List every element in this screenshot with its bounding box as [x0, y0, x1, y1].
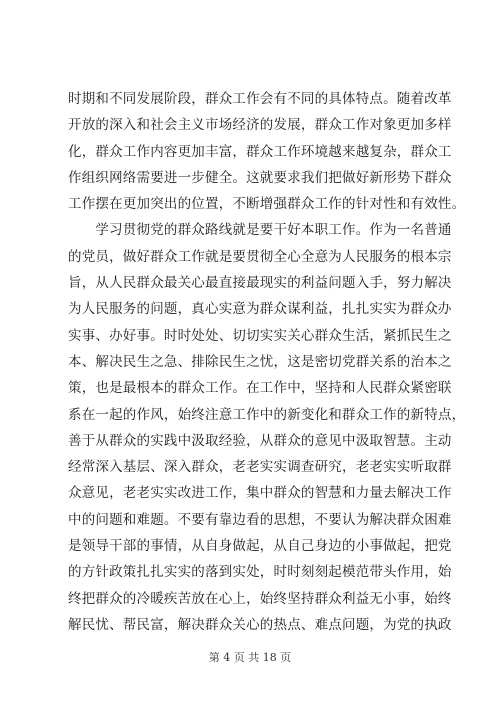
text-line: 工作摆在更加突出的位置，不断增强群众工作的针对性和有效性。	[68, 196, 466, 213]
text-line: 是领导干部的事情，从自身做起，从自己身边的小事做起，把党	[68, 538, 452, 555]
text-line: 终把群众的冷暖疾苦放在心上，始终坚持群众利益无小事，始终	[68, 590, 452, 607]
text-line: 的党员，做好群众工作就是要贯彻全心全意为人民服务的根本宗	[68, 248, 452, 265]
text-line: 旨，从人民群众最关心最直接最现实的利益问题入手，努力解决	[68, 275, 452, 292]
text-line: 中的问题和难题。不要有靠边看的思想，不要认为解决群众困难	[68, 511, 452, 528]
text-line: 策，也是最根本的群众工作。在工作中，坚持和人民群众紧密联	[68, 380, 452, 397]
text-line: 众意见，老老实实改进工作，集中群众的智慧和力量去解决工作	[68, 485, 452, 502]
text-line: 实事、办好事。时时处处、切切实实关心群众生活，紧抓民生之	[68, 327, 452, 344]
text-line: 作组织网络需要进一步健全。这就要求我们把做好新形势下群众	[68, 169, 452, 186]
text-line: 解民忧、帮民富，解决群众关心的热点、难点问题，为党的执政	[68, 616, 452, 633]
text-line: 的方针政策扎扎实实的落到实处，时时刻刻起模范带头作用，始	[68, 564, 452, 581]
page-number-footer: 第 4 页 共 18 页	[208, 651, 292, 664]
body-text	[68, 86, 466, 638]
text-line: 开放的深入和社会主义市场经济的发展，群众工作对象更加多样	[68, 117, 452, 134]
text-line: 系在一起的作风，始终注意工作中的新变化和群众工作的新特点，	[68, 406, 466, 423]
text-line: 善于从群众的实践中汲取经验，从群众的意见中汲取智慧。主动	[68, 432, 452, 449]
text-line: 时期和不同发展阶段，群众工作会有不同的具体特点。随着改革	[68, 91, 452, 107]
text-line: 经常深入基层、深入群众，老老实实调查研究，老老实实听取群	[68, 459, 452, 476]
text-line: 化，群众工作内容更加丰富，群众工作环境越来越复杂，群众工	[68, 143, 452, 160]
text-line: 为人民服务的问题，真心实意为群众谋利益，扎扎实实为群众办	[68, 301, 452, 318]
text-line: 学习贯彻党的群众路线就是要干好本职工作。作为一名普通	[68, 222, 452, 239]
text-line: 本、解决民生之急、排除民生之忧，这是密切党群关系的治本之	[68, 353, 452, 370]
